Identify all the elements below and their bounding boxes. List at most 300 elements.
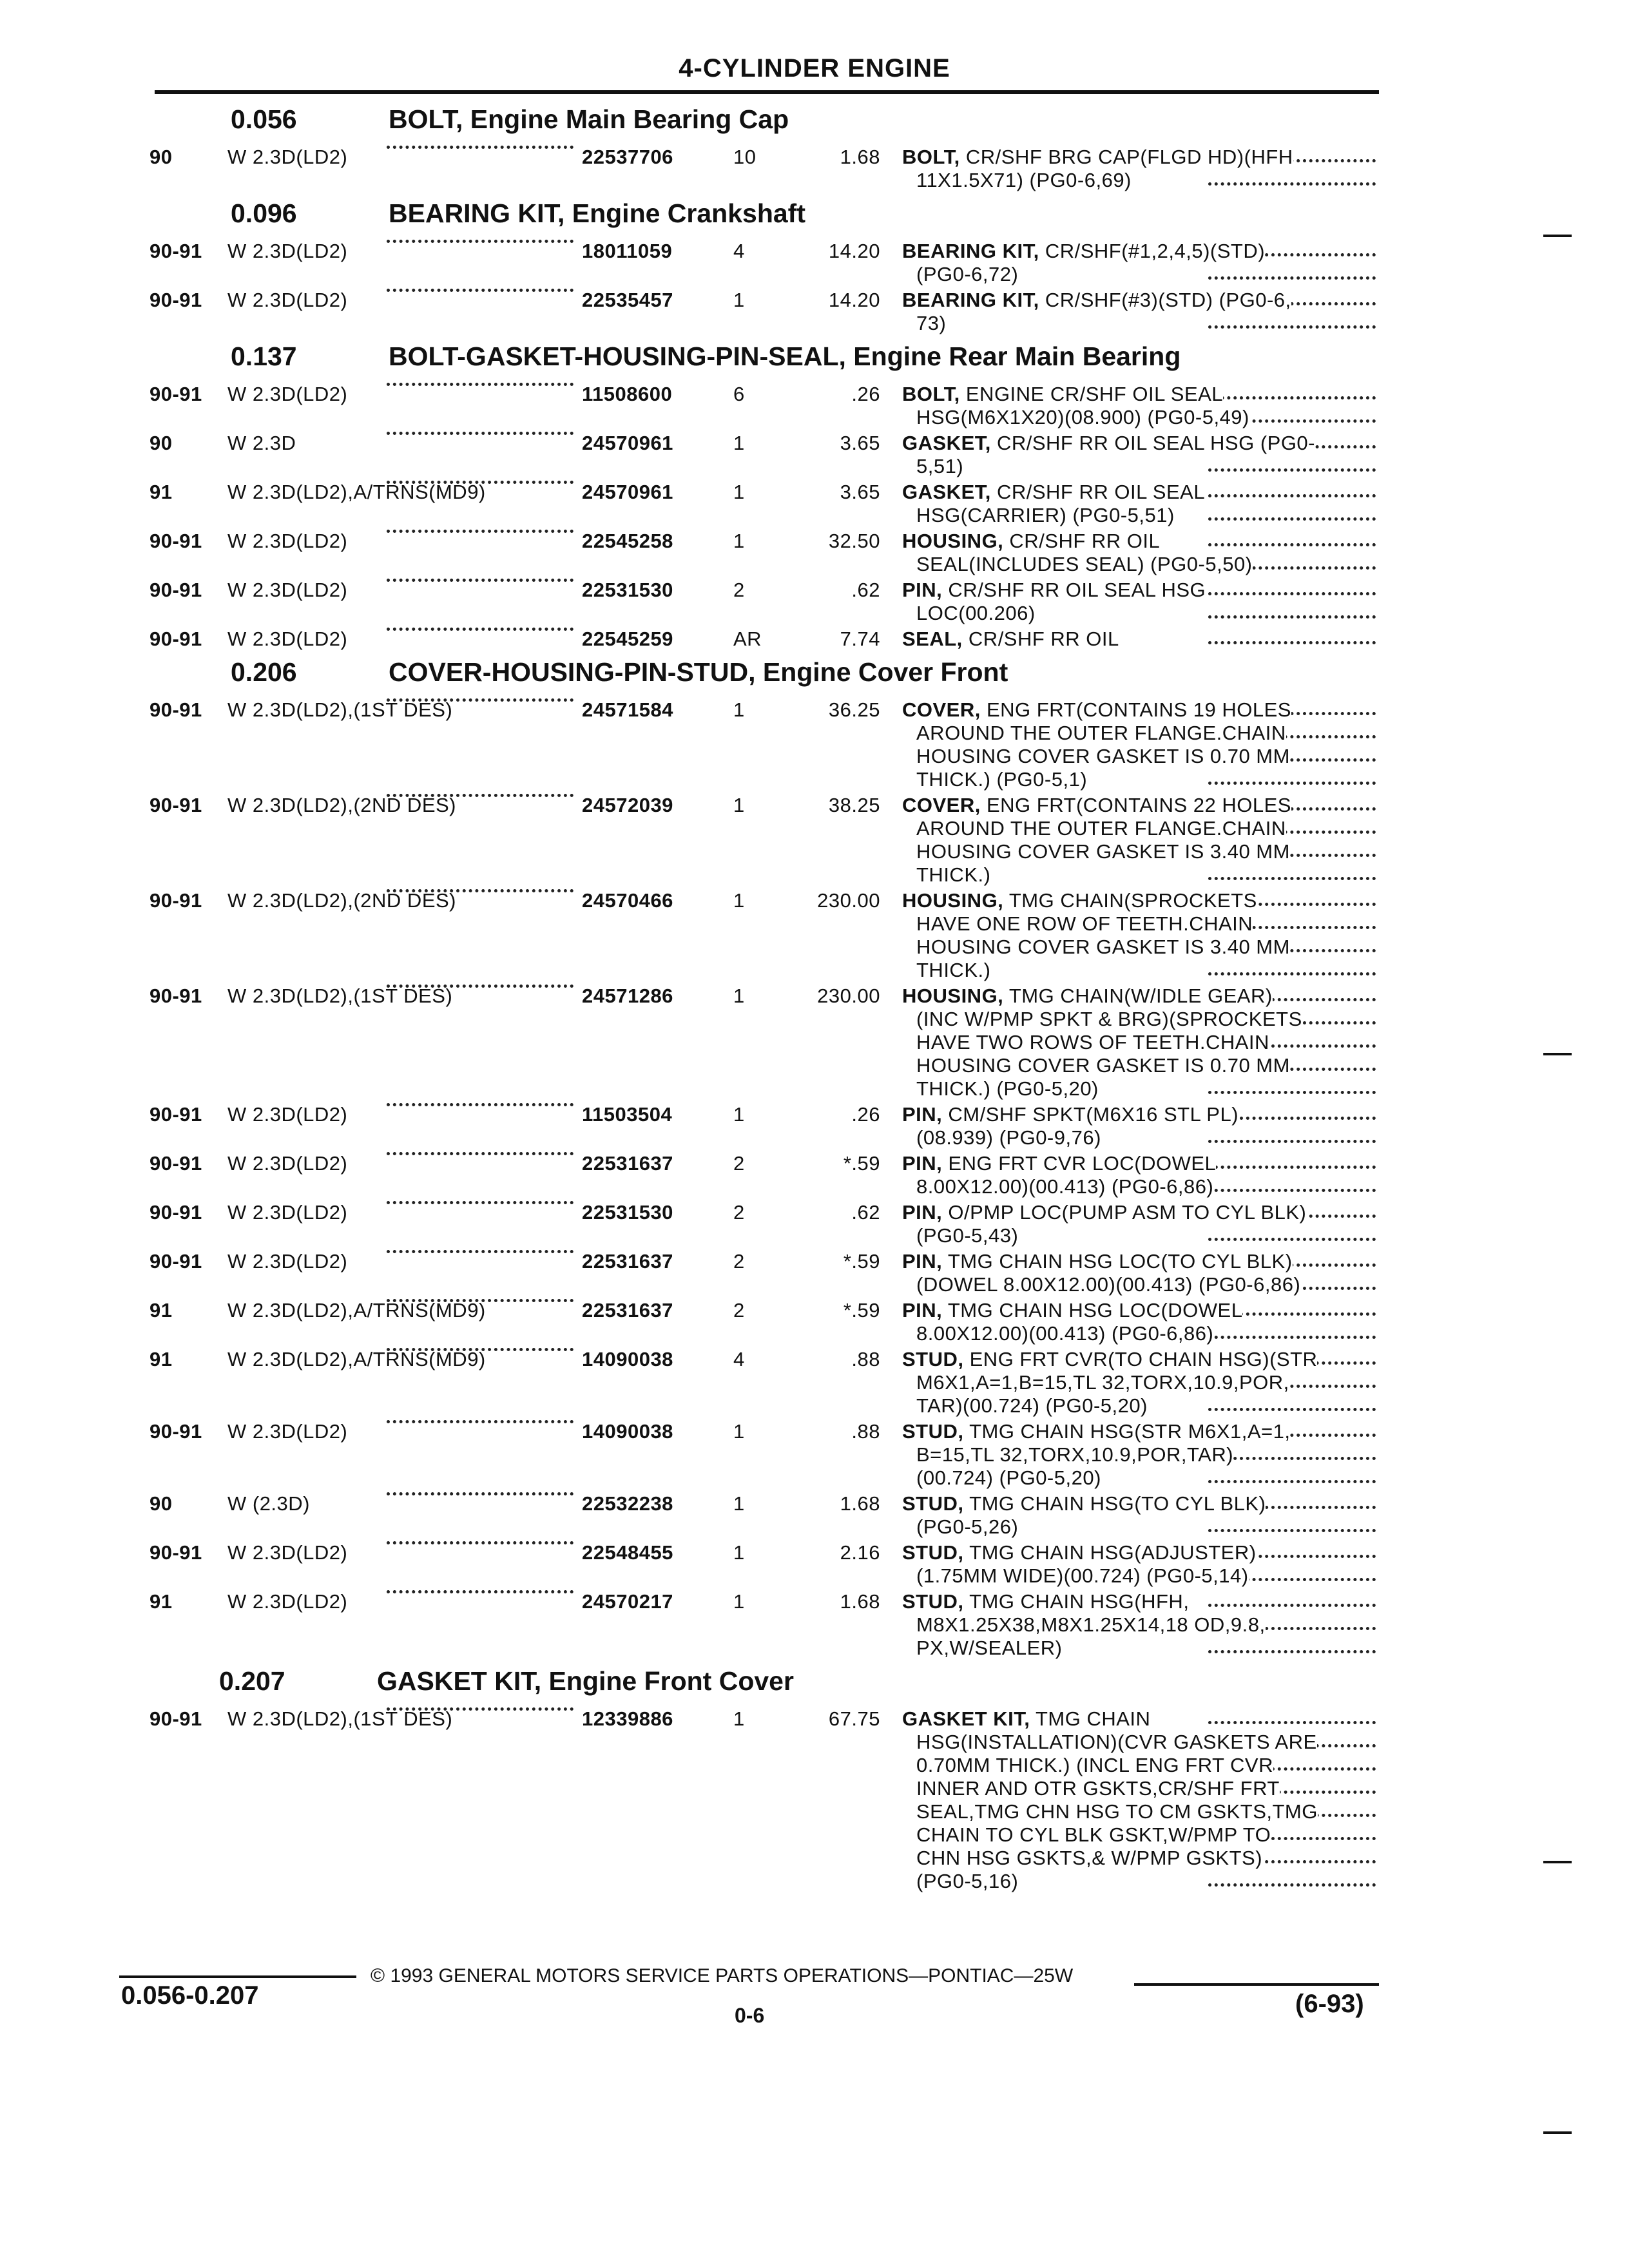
quantity: 1 (733, 1420, 745, 1443)
description-line (902, 1077, 1376, 1100)
description-text: TMG CHAIN HSG(ADJUSTER) (969, 1541, 1257, 1564)
model-year: 90-91 (149, 289, 202, 311)
description-name: GASKET, (902, 481, 991, 503)
description-name: PIN, (902, 1250, 943, 1273)
description-text: M6X1,A=1,B=15,TL 32,TORX,10.9,POR, (916, 1371, 1289, 1394)
part-number: 18011059 (582, 240, 673, 262)
quantity: 1 (733, 985, 745, 1007)
description-text: TMG CHAIN(SPROCKETS (1008, 889, 1257, 912)
group-title: BEARING KIT, Engine Crankshaft (389, 198, 805, 228)
price: .26 (851, 1103, 880, 1126)
description-line (902, 1126, 1376, 1149)
group-title: COVER-HOUSING-PIN-STUD, Engine Cover Front (389, 657, 1008, 687)
description-text: SEAL,TMG CHN HSG TO CM GSKTS,TMG (916, 1800, 1318, 1823)
description-text: TMG CHAIN(W/IDLE GEAR) (1008, 985, 1273, 1007)
description-line (902, 146, 1376, 169)
leader-dots (387, 1348, 574, 1351)
part-number: 11503504 (582, 1103, 673, 1126)
application: W 2.3D(LD2) (227, 146, 348, 168)
description-name: STUD, (902, 1590, 964, 1613)
description-text: 8.00X12.00)(00.413) (PG0-6,86) (916, 1175, 1214, 1198)
description-name: COVER, (902, 794, 981, 816)
description-line (902, 1847, 1376, 1870)
quantity: 1 (733, 432, 745, 454)
part-row (0, 1103, 1629, 1149)
part-description (902, 1590, 1376, 1660)
description-text: 11X1.5X71) (PG0-6,69) (916, 169, 1132, 191)
leader-dots (387, 1299, 574, 1302)
quantity: 1 (733, 289, 745, 311)
description-name: GASKET, (902, 432, 991, 454)
quantity: AR (733, 628, 762, 650)
leader-dots (387, 1103, 574, 1106)
group-number: 0.207 (219, 1666, 285, 1696)
part-row (0, 383, 1629, 429)
price: 3.65 (840, 481, 880, 503)
leader-dots (387, 1201, 574, 1204)
description-text: HOUSING COVER GASKET IS 3.40 MM (916, 840, 1290, 863)
footer-copyright: © 1993 GENERAL MOTORS SERVICE PARTS OPERATIONS—PONTIAC—25W (371, 1965, 1074, 1986)
description-line (902, 504, 1376, 527)
model-year: 90-91 (149, 1420, 202, 1443)
description-name: HOUSING, (902, 530, 1004, 552)
description-text: AROUND THE OUTER FLANGE.CHAIN (916, 817, 1286, 840)
description-text: HAVE ONE ROW OF TEETH.CHAIN (916, 912, 1253, 935)
description-line (902, 1564, 1376, 1588)
part-row (0, 1541, 1629, 1588)
part-number: 24570217 (582, 1590, 673, 1613)
description-text: CR/SHF RR OIL SEAL (996, 481, 1206, 503)
part-number: 22537706 (582, 146, 673, 168)
part-number: 14090038 (582, 1348, 673, 1370)
price: 14.20 (828, 240, 880, 262)
model-year: 91 (149, 481, 173, 503)
description-text: TMG CHAIN HSG LOC(DOWEL (947, 1299, 1243, 1321)
leader-dots (387, 794, 574, 797)
description-line (902, 406, 1376, 429)
part-row (0, 889, 1629, 982)
description-line (902, 1175, 1376, 1198)
leader-dots (387, 1707, 574, 1711)
model-year: 91 (149, 1348, 173, 1370)
description-text: 8.00X12.00)(00.413) (PG0-6,86) (916, 1322, 1214, 1345)
description-text: ENG FRT(CONTAINS 22 HOLES (986, 794, 1291, 816)
application: W 2.3D(LD2) (227, 1152, 348, 1175)
description-name: HOUSING, (902, 985, 1004, 1007)
part-description (902, 481, 1376, 527)
description-name: PIN, (902, 579, 943, 601)
price: 1.68 (840, 1492, 880, 1515)
description-line (902, 383, 1376, 406)
description-text: THICK.) (916, 959, 991, 981)
application: W 2.3D(LD2),(2ND DES) (227, 794, 456, 816)
description-line (902, 263, 1376, 286)
application: W (2.3D) (227, 1492, 310, 1515)
quantity: 2 (733, 1250, 745, 1273)
header-rule (155, 90, 1379, 94)
description-name: HOUSING, (902, 889, 1004, 912)
quantity: 10 (733, 146, 757, 168)
quantity: 2 (733, 1152, 745, 1175)
model-year: 90-91 (149, 985, 202, 1007)
description-line (902, 1152, 1376, 1175)
description-text: (PG0-5,16) (916, 1870, 1019, 1892)
quantity: 1 (733, 698, 745, 721)
description-line (902, 863, 1376, 887)
price: 14.20 (828, 289, 880, 311)
model-year: 90-91 (149, 1541, 202, 1564)
description-text: (INC W/PMP SPKT & BRG)(SPROCKETS (916, 1008, 1302, 1030)
quantity: 2 (733, 579, 745, 601)
description-line (902, 1371, 1376, 1394)
model-year: 91 (149, 1590, 173, 1613)
description-text: O/PMP LOC(PUMP ASM TO CYL BLK) (948, 1201, 1307, 1224)
footer-date: (6-93) (1295, 1990, 1364, 2018)
price: .26 (851, 383, 880, 405)
part-number: 22531637 (582, 1250, 673, 1273)
description-text: AROUND THE OUTER FLANGE.CHAIN (916, 722, 1286, 744)
footer-rule-left (119, 1975, 356, 1978)
part-row (0, 481, 1629, 527)
description-text: CR/SHF RR OIL SEAL HSG (948, 579, 1206, 601)
description-line (902, 722, 1376, 745)
description-line (902, 1823, 1376, 1847)
description-text: LOC(00.206) (916, 602, 1036, 624)
part-number: 24571584 (582, 698, 673, 721)
quantity: 1 (733, 1590, 745, 1613)
description-name: GASKET KIT, (902, 1707, 1030, 1730)
part-description (902, 1492, 1376, 1539)
part-row (0, 1152, 1629, 1198)
part-row (0, 146, 1629, 192)
application: W 2.3D(LD2),A/TRNS(MD9) (227, 481, 486, 503)
description-name: STUD, (902, 1492, 964, 1515)
description-line (902, 1731, 1376, 1754)
description-line (902, 1777, 1376, 1800)
application: W 2.3D(LD2) (227, 1103, 348, 1126)
part-row (0, 1348, 1629, 1418)
description-name: STUD, (902, 1420, 964, 1443)
description-line (902, 602, 1376, 625)
model-year: 90-91 (149, 698, 202, 721)
price: 38.25 (828, 794, 880, 816)
quantity: 1 (733, 481, 745, 503)
leader-dots (387, 289, 574, 292)
leader-dots (387, 481, 574, 484)
part-row (0, 1420, 1629, 1490)
description-line (902, 312, 1376, 335)
description-text: TMG CHAIN HSG(STR M6X1,A=1, (969, 1420, 1291, 1443)
description-line (902, 1754, 1376, 1777)
description-line (902, 1466, 1376, 1490)
description-line (902, 1348, 1376, 1371)
leader-dots (387, 1250, 574, 1253)
description-text: 73) (916, 312, 947, 334)
price: 3.65 (840, 432, 880, 454)
description-text: CR/SHF BRG CAP(FLGD HD)(HFH (965, 146, 1293, 168)
description-line (902, 169, 1376, 192)
description-line (902, 959, 1376, 982)
part-number: 12339886 (582, 1707, 673, 1730)
description-line (902, 1031, 1376, 1054)
part-description (902, 1541, 1376, 1588)
description-text: TMG CHAIN (1035, 1707, 1151, 1730)
part-description (902, 1420, 1376, 1490)
description-text: CR/SHF RR OIL (1009, 530, 1161, 552)
quantity: 1 (733, 530, 745, 552)
leader-dots (387, 579, 574, 582)
part-description (902, 289, 1376, 335)
description-line (902, 1322, 1376, 1345)
description-name: PIN, (902, 1152, 943, 1175)
group-number: 0.056 (231, 104, 297, 134)
price: 1.68 (840, 146, 880, 168)
application: W 2.3D(LD2) (227, 383, 348, 405)
price: *.59 (843, 1250, 880, 1273)
description-line (902, 432, 1376, 455)
description-line (902, 1201, 1376, 1224)
description-line (902, 1637, 1376, 1660)
part-description (902, 794, 1376, 887)
description-name: BOLT, (902, 146, 960, 168)
part-number: 24572039 (582, 794, 673, 816)
description-line (902, 1800, 1376, 1823)
model-year: 90-91 (149, 794, 202, 816)
description-line (902, 1224, 1376, 1247)
part-number: 22531637 (582, 1299, 673, 1321)
quantity: 1 (733, 794, 745, 816)
description-text: 5,51) (916, 455, 964, 477)
part-number: 24570961 (582, 481, 673, 503)
part-number: 24571286 (582, 985, 673, 1007)
price: 36.25 (828, 698, 880, 721)
application: W 2.3D(LD2),(1ST DES) (227, 698, 453, 721)
leader-dots (387, 1541, 574, 1544)
part-description (902, 240, 1376, 286)
description-line (902, 1707, 1376, 1731)
model-year: 90-91 (149, 1103, 202, 1126)
description-line (902, 768, 1376, 791)
application: W 2.3D(LD2) (227, 579, 348, 601)
description-line (902, 1613, 1376, 1637)
leader-dots (387, 985, 574, 988)
model-year: 90 (149, 432, 173, 454)
leader-dots (387, 1420, 574, 1423)
description-text: HAVE TWO ROWS OF TEETH.CHAIN (916, 1031, 1269, 1053)
price: 2.16 (840, 1541, 880, 1564)
model-year: 90-91 (149, 383, 202, 405)
part-number: 22531530 (582, 579, 673, 601)
group-header (231, 104, 1391, 137)
application: W 2.3D (227, 432, 296, 454)
part-description (902, 383, 1376, 429)
group-number: 0.206 (231, 657, 297, 687)
quantity: 1 (733, 1103, 745, 1126)
part-row (0, 289, 1629, 335)
description-text: HSG(INSTALLATION)(CVR GASKETS ARE (916, 1731, 1317, 1753)
description-text: (DOWEL 8.00X12.00)(00.413) (PG0-6,86) (916, 1273, 1301, 1296)
price: 7.74 (840, 628, 880, 650)
leader-dots (387, 628, 574, 631)
part-description (902, 146, 1376, 192)
price: *.59 (843, 1152, 880, 1175)
description-line (902, 1250, 1376, 1273)
description-line (902, 1515, 1376, 1539)
part-description (902, 889, 1376, 982)
leader-dots (387, 1492, 574, 1495)
footer-page-number: 0-6 (735, 2004, 765, 2027)
part-number: 11508600 (582, 383, 673, 405)
part-description (902, 1707, 1376, 1893)
group-header (231, 341, 1391, 374)
part-row (0, 1590, 1629, 1660)
description-line (902, 985, 1376, 1008)
part-row (0, 628, 1629, 651)
description-name: BEARING KIT, (902, 289, 1039, 311)
leader-dots (387, 530, 574, 533)
part-number: 24570466 (582, 889, 673, 912)
part-number: 22531637 (582, 1152, 673, 1175)
part-description (902, 530, 1376, 576)
description-line (902, 912, 1376, 936)
part-row (0, 240, 1629, 286)
application: W 2.3D(LD2) (227, 1590, 348, 1613)
description-line (902, 1008, 1376, 1031)
price: 67.75 (828, 1707, 880, 1730)
part-description (902, 432, 1376, 478)
part-row (0, 1299, 1629, 1345)
margin-tick (1543, 1861, 1572, 1863)
description-name: PIN, (902, 1299, 943, 1321)
description-text: M8X1.25X38,M8X1.25X14,18 OD,9.8, (916, 1613, 1266, 1636)
description-line (902, 289, 1376, 312)
description-name: STUD, (902, 1541, 964, 1564)
application: W 2.3D(LD2) (227, 530, 348, 552)
part-row (0, 1250, 1629, 1296)
description-text: (08.939) (PG0-9,76) (916, 1126, 1101, 1149)
application: W 2.3D(LD2),A/TRNS(MD9) (227, 1299, 486, 1321)
description-text: (00.724) (PG0-5,20) (916, 1466, 1101, 1489)
group-header (219, 1666, 1379, 1698)
part-description (902, 1103, 1376, 1149)
description-line (902, 455, 1376, 478)
leader-dots (387, 698, 574, 702)
description-text: (PG0-6,72) (916, 263, 1019, 285)
description-text: HSG(M6X1X20)(08.900) (PG0-5,49) (916, 406, 1249, 428)
part-description (902, 698, 1376, 791)
description-text: CR/SHF(#1,2,4,5)(STD) (1045, 240, 1266, 262)
application: W 2.3D(LD2) (227, 628, 348, 650)
leader-dots (387, 240, 574, 243)
application: W 2.3D(LD2),(2ND DES) (227, 889, 456, 912)
application: W 2.3D(LD2) (227, 1250, 348, 1273)
leader-dots (387, 146, 574, 149)
quantity: 1 (733, 1492, 745, 1515)
part-row (0, 432, 1629, 478)
description-line (902, 698, 1376, 722)
group-title: GASKET KIT, Engine Front Cover (377, 1666, 794, 1696)
description-text: HSG(CARRIER) (PG0-5,51) (916, 504, 1175, 526)
description-line (902, 1541, 1376, 1564)
part-number: 22531530 (582, 1201, 673, 1224)
group-header (231, 657, 1391, 689)
description-text: HOUSING COVER GASKET IS 0.70 MM (916, 745, 1290, 767)
description-text: TAR)(00.724) (PG0-5,20) (916, 1394, 1148, 1417)
description-text: ENG FRT(CONTAINS 19 HOLES (986, 698, 1291, 721)
quantity: 2 (733, 1299, 745, 1321)
description-line (902, 1054, 1376, 1077)
part-description (902, 1152, 1376, 1198)
page-title: 4-CYLINDER ENGINE (679, 54, 950, 82)
part-row (0, 985, 1629, 1100)
description-line (902, 745, 1376, 768)
part-row (0, 1707, 1629, 1893)
part-row (0, 1492, 1629, 1539)
description-text: HOUSING COVER GASKET IS 3.40 MM (916, 936, 1290, 958)
quantity: 1 (733, 1707, 745, 1730)
model-year: 90-91 (149, 579, 202, 601)
description-name: COVER, (902, 698, 981, 721)
margin-tick (1543, 235, 1572, 237)
description-line (902, 1870, 1376, 1893)
model-year: 90-91 (149, 628, 202, 650)
model-year: 90 (149, 146, 173, 168)
description-line (902, 1590, 1376, 1613)
model-year: 90-91 (149, 530, 202, 552)
part-number: 22535457 (582, 289, 673, 311)
quantity: 4 (733, 1348, 745, 1370)
description-text: TMG CHAIN HSG(TO CYL BLK) (969, 1492, 1266, 1515)
description-name: PIN, (902, 1201, 943, 1224)
model-year: 90-91 (149, 240, 202, 262)
description-name: STUD, (902, 1348, 964, 1370)
margin-tick (1543, 1053, 1572, 1055)
description-text: SEAL(INCLUDES SEAL) (PG0-5,50) (916, 553, 1253, 575)
description-line (902, 553, 1376, 576)
leader-dots (387, 383, 574, 386)
price: 230.00 (817, 985, 880, 1007)
part-description (902, 579, 1376, 625)
description-line (902, 1273, 1376, 1296)
part-description (902, 1250, 1376, 1296)
description-line (902, 240, 1376, 263)
description-line (902, 1492, 1376, 1515)
description-name: BOLT, (902, 383, 960, 405)
footer-range: 0.056-0.207 (121, 1981, 259, 2010)
group-number: 0.096 (231, 198, 297, 228)
group-number: 0.137 (231, 341, 297, 371)
price: *.59 (843, 1299, 880, 1321)
application: W 2.3D(LD2),(1ST DES) (227, 1707, 453, 1730)
part-number: 14090038 (582, 1420, 673, 1443)
description-line (902, 530, 1376, 553)
description-line (902, 481, 1376, 504)
description-text: ENGINE CR/SHF OIL SEAL (965, 383, 1224, 405)
price: 230.00 (817, 889, 880, 912)
application: W 2.3D(LD2) (227, 289, 348, 311)
description-text: 0.70MM THICK.) (INCL ENG FRT CVR (916, 1754, 1273, 1776)
quantity: 6 (733, 383, 745, 405)
price: .62 (851, 1201, 880, 1224)
description-text: PX,W/SEALER) (916, 1637, 1063, 1659)
description-line (902, 1394, 1376, 1418)
model-year: 90-91 (149, 1201, 202, 1224)
description-text: CHN HSG GSKTS,& W/PMP GSKTS) (916, 1847, 1263, 1869)
description-text: CM/SHF SPKT(M6X16 STL PL) (948, 1103, 1239, 1126)
part-row (0, 530, 1629, 576)
description-text: ENG FRT CVR LOC(DOWEL (948, 1152, 1217, 1175)
application: W 2.3D(LD2) (227, 1201, 348, 1224)
